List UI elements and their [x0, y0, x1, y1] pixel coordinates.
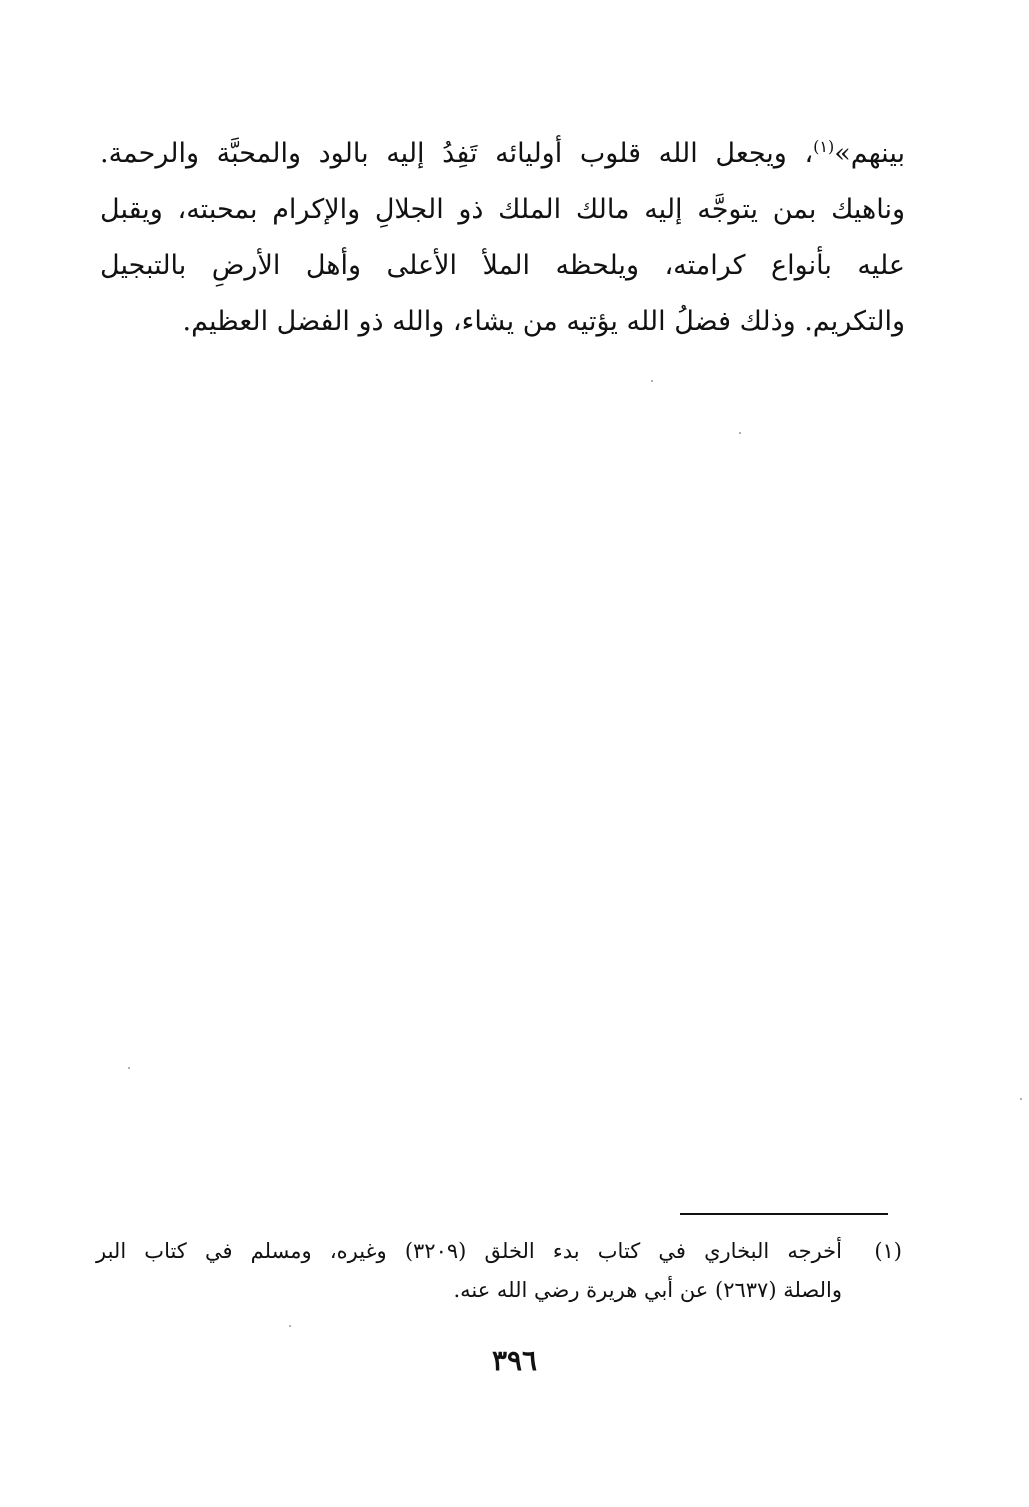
- footnote-separator: [680, 1213, 888, 1215]
- footnote-mark: (١): [874, 1239, 902, 1263]
- text-line-1: [100, 126, 905, 182]
- footnote-line-1: أخرجه البخاري في كتاب بدء الخلق (٣٢٠٩) وغيره، ومسلم في كتاب البر: [96, 1239, 843, 1263]
- scan-speck: [651, 380, 653, 382]
- text-line-4: والتكريم. وذلك فضلُ الله يؤتيه من يشاء، والله ذو الفضل العظيم.: [182, 306, 905, 337]
- scan-speck: [739, 432, 741, 434]
- scan-speck: [289, 1325, 291, 1327]
- text-segment: بينهم»: [834, 138, 905, 169]
- text-line-3: عليه بأنواع كرامته، ويلحظه الملأ الأعلى وأهل الأرضِ بالتبجيل: [100, 250, 905, 281]
- text-segment: ، ويجعل الله قلوب أوليائه تَفِدُ إليه بالود والمحبَّة والرحمة.: [100, 138, 814, 169]
- footnote-text: [96, 1232, 842, 1310]
- footnote-line-2: والصلة (٢٦٣٧) عن أبي هريرة رضي الله عنه.: [453, 1278, 842, 1302]
- footnotes: [96, 1232, 902, 1310]
- scan-speck: [1020, 1098, 1022, 1100]
- footnote-1: [96, 1232, 902, 1310]
- page-number: ٣٩٦: [491, 1344, 538, 1377]
- scan-speck: [128, 1067, 130, 1069]
- main-text: [100, 126, 905, 350]
- footnote-reference: (١): [813, 137, 835, 156]
- text-line-2: وناهيك بمن يتوجَّه إليه مالك الملك ذو الجلالِ والإكرام بمحبته، ويقبل: [100, 194, 905, 225]
